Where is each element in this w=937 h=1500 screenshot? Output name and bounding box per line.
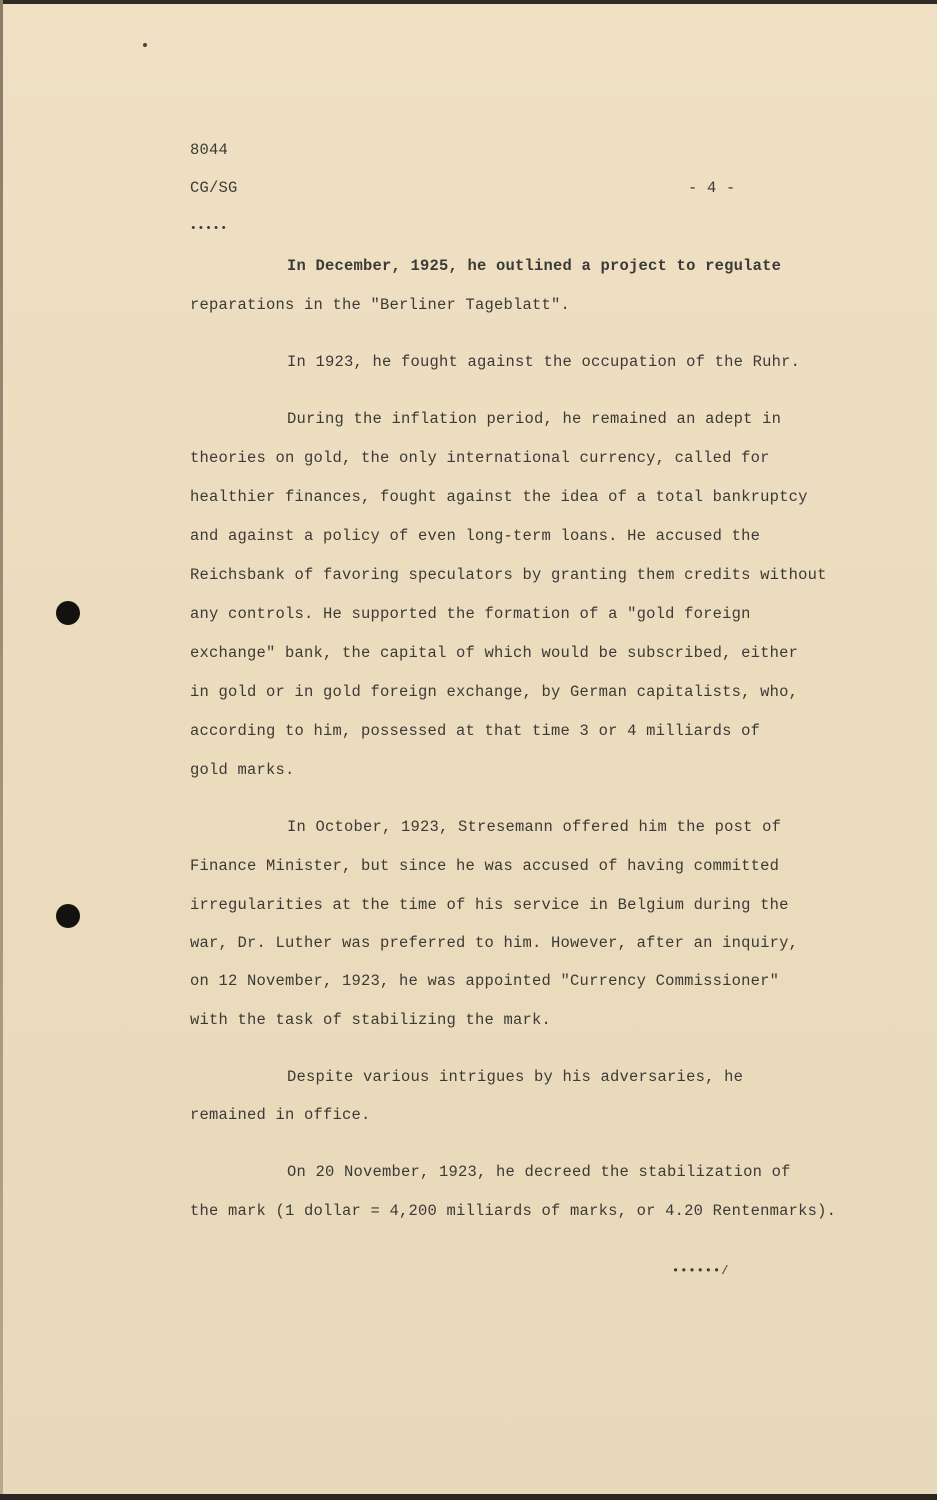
paragraph-line: In 1923, he fought against the occupation of the Ruhr.	[287, 353, 801, 371]
paragraph-line: according to him, possessed at that time 3 or 4 milliards of	[190, 722, 761, 740]
paragraph-line: Reichsbank of favoring speculators by granting them credits without	[190, 566, 827, 584]
paragraph-line: In October, 1923, Stresemann offered him the post of	[287, 818, 782, 836]
paragraph-line: the mark (1 dollar = 4,200 milliards of marks, or 4.20 Rentenmarks).	[190, 1202, 837, 1220]
paragraph-line: in gold or in gold foreign exchange, by German capitalists, who,	[190, 683, 799, 701]
paragraph-line: and against a policy of even long-term loans. He accused the	[190, 527, 761, 545]
paragraph-line: Finance Minister, but since he was accused of having committed	[190, 857, 780, 875]
doc-number: 8044	[190, 141, 229, 159]
paragraph-line: Despite various intrigues by his adversaries, he	[287, 1068, 744, 1086]
paragraph-line: with the task of stabilizing the mark.	[190, 1011, 552, 1029]
continuation-mark: ••••••/	[672, 1264, 730, 1278]
paragraph-line: on 12 November, 1923, he was appointed "Currency Commissioner"	[190, 972, 780, 990]
paragraph-line: healthier finances, fought against the idea of a total bankruptcy	[190, 488, 808, 506]
punch-hole-icon	[56, 601, 80, 625]
initials: CG/SG	[190, 179, 238, 197]
paper-speck	[143, 43, 147, 47]
scan-edge-left	[0, 0, 3, 1500]
paragraph-line: irregularities at the time of his service in Belgium during the	[190, 896, 789, 914]
paragraph-line: reparations in the "Berliner Tageblatt".	[190, 296, 571, 314]
continuation-dots: •••••	[190, 223, 229, 235]
paragraph-line: exchange" bank, the capital of which would be subscribed, either	[190, 644, 799, 662]
paragraph-line: war, Dr. Luther was preferred to him. However, after an inquiry,	[190, 934, 799, 952]
punch-hole-icon	[56, 904, 80, 928]
scan-edge-top	[0, 0, 937, 4]
paragraph-line: During the inflation period, he remained an adept in	[287, 410, 782, 428]
paragraph-line: On 20 November, 1923, he decreed the stabilization of	[287, 1163, 791, 1181]
paragraph-line: theories on gold, the only international currency, called for	[190, 449, 770, 467]
paragraph-line: any controls. He supported the formation of a "gold foreign	[190, 605, 751, 623]
paragraph-line: remained in office.	[190, 1106, 371, 1124]
page-marker: - 4 -	[688, 179, 736, 197]
paragraph-line: In December, 1925, he outlined a project to regulate	[287, 257, 782, 275]
scan-edge-bottom	[0, 1494, 937, 1500]
paragraph-line: gold marks.	[190, 761, 295, 779]
